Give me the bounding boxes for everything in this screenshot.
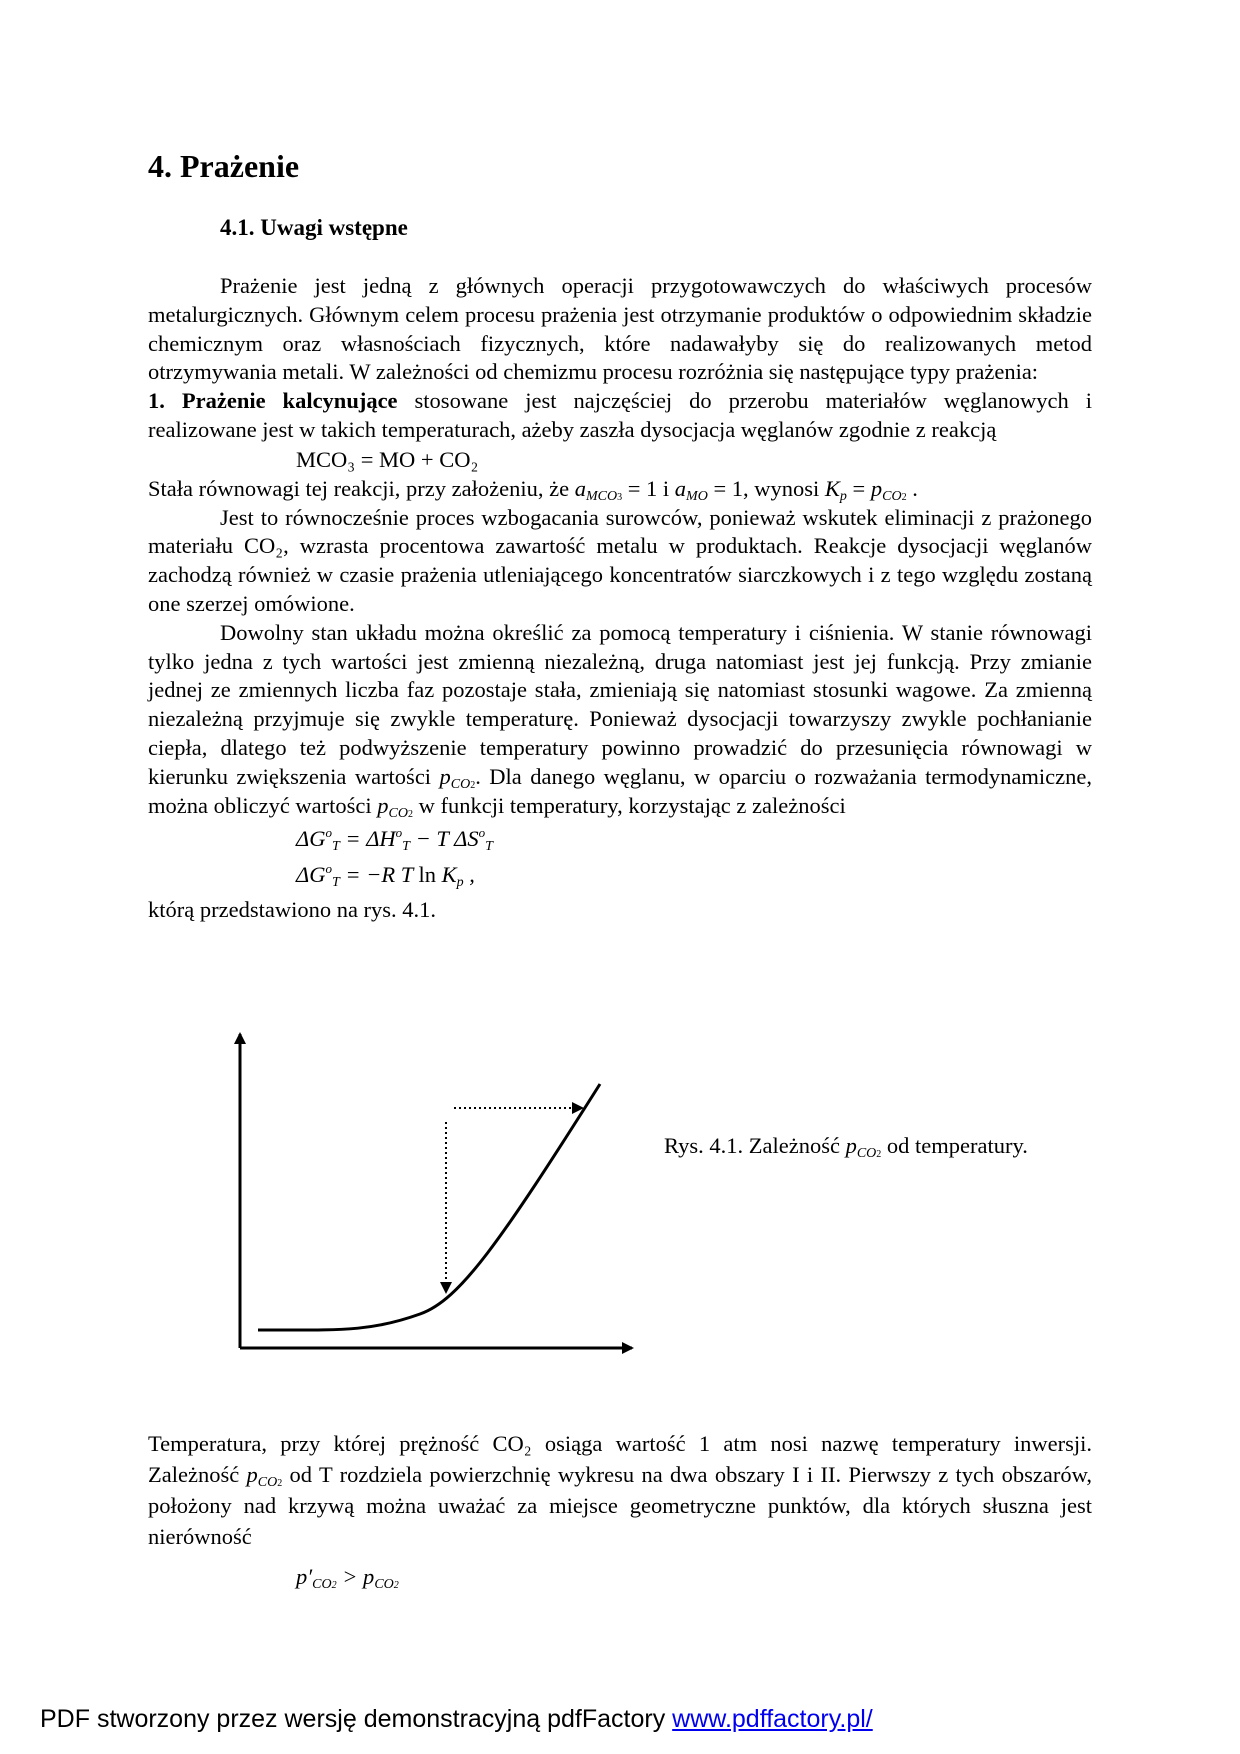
- equilibrium-text-b: i: [657, 475, 675, 501]
- text-block-top: [148, 272, 1092, 925]
- text-block-bottom: [148, 1428, 1092, 1592]
- equilibrium-text-c: , wynosi: [743, 475, 825, 501]
- paragraph-inversion: Temperatura, przy której prężność CO₂ osiąga wartość 1 atm nosi nazwę temperatury inwersji. Zależność $p_{CO2}$ od T rozdziela powierzchnię wykresu na dwa obszary I i II. Pierwszy z tych obszarów, położony nad krzywą można uważać za miejsce geometryczne punktów, dla których słuszna jest nierówność: [148, 1431, 1092, 1549]
- paragraph-state: Dowolny stan układu można określić za pomocą temperatury i ciśnienia. W stanie równowagi tylko jedna z tych wartości jest zmienną niezależną, druga natomiast jest jej funkcją. Przy zmianie jednej ze zmiennych liczba faz pozostaje stała, zmieniają się natomiast stosunki wagowe. Za zmienną niezależną przyjmuje się zwykle temperaturę. Ponieważ dysocjacji towarzyszy zwykle pochłanianie ciepła, dlatego też podwyższenie temperatury powinno prowadzić do przesunięcia równowagi w kierunku zwiększenia wartości $p_{CO2}$. Dla danego węglanu, w oparciu o rozważania termodynamiczne, można obliczyć wartości $p_{CO2}$ w funkcji temperatury, korzystając z zależności: [148, 619, 1092, 821]
- footer-link[interactable]: www.pdffactory.pl/: [672, 1705, 873, 1733]
- state-text-c: w funkcji temperatury, korzystając z zależności: [413, 792, 846, 818]
- paragraph-enrichment: Jest to równocześnie proces wzbogacania surowców, ponieważ wskutek eliminacji z prażonego materiału CO₂, wzrasta procentowa zawartość metalu w produktach. Reakcje dysocjacji węglanów zachodzą również w czasie prażenia utleniającego koncentratów siarczkowych i z tego względu zostaną one szerzej omówione.: [148, 504, 1092, 616]
- kp-formula: $K_p = p_{CO2}$ .: [824, 475, 918, 504]
- paragraph-intro: Prażenie jest jedną z głównych operacji przygotowawczych do właściwych procesów metalurgicznych. Głównym celem procesu prażenia jest otrzymanie produktów o odpowiednim składzie chemicznym oraz własnościach fizycznych, które nadawałyby się do realizowanych metod otrzymywania metali. W zależności od chemizmu procesu rozróżnia się następujące typy prażenia:: [148, 273, 1092, 385]
- section-heading: 4. Prażenie: [148, 148, 300, 184]
- footer-text: PDF stworzony przez wersję demonstracyjną pdfFactory: [40, 1705, 673, 1733]
- reaction-equation: MCO₃ = MO + CO₂: [296, 446, 479, 472]
- activity-mo: $a_{MO} = 1$: [674, 475, 744, 504]
- paragraph-item-1: [148, 387, 1092, 445]
- item-1-label: 1. Prażenie kalcynujące: [148, 388, 398, 414]
- subsection-heading: 4.1. Uwagi wstępne: [220, 215, 408, 240]
- equilibrium-text-a: Stała równowagi tej reakcji, przy założeniu, że: [148, 475, 575, 501]
- caption-text-b: od temperatury.: [881, 1133, 1028, 1158]
- pco2-curve: [258, 1084, 600, 1330]
- inversion-text-a: Temperatura, przy której prężność CO₂ osiąga wartość 1 atm nosi nazwę temperatury inwersji. Zależność: [148, 1431, 1092, 1487]
- figure-caption: Rys. 4.1. Zależność $p_{CO2}$ od temperatury.: [664, 1133, 1028, 1161]
- activity-mco3: $a_{MCO3} = 1$: [574, 475, 658, 504]
- caption-text-a: Rys. 4.1. Zależność: [664, 1133, 846, 1158]
- state-text-b: . Dla danego węglanu, w oparciu o rozważania termodynamiczne, można obliczyć wartości: [148, 763, 1092, 818]
- inversion-text-b: od T rozdziela powierzchnię wykresu na dwa obszary I i II. Pierwszy z tych obszarów, położony nad krzywą można uważać za miejsce geometryczne punktów, dla których słuszna jest nierówność: [148, 1462, 1092, 1549]
- item-1-text: stosowane jest najczęściej do przerobu materiałów węglanowych i realizowane jest w takich temperaturach, ażeby zaszła dysocjacja węglanów zgodnie z reakcją: [148, 388, 1092, 442]
- figure-pco2-temperature: [220, 1022, 640, 1362]
- gibbs-equation-1: $\Delta G^o_T = \Delta H^o_T - T$ $\Delta S^o_T$: [296, 825, 493, 855]
- equilibrium-constant-line: [148, 475, 1092, 504]
- pdf-footer: [40, 1705, 873, 1734]
- state-text-a: Dowolny stan układu można określić za pomocą temperatury i ciśnienia. W stanie równowagi tylko jedna z tych wartości jest zmienną niezależną, druga natomiast jest jej funkcją. Przy zmianie jednej ze zmiennych liczba faz pozostaje stała, zmieniają się natomiast stosunki wagowe. Za zmienną niezależną przyjmuje się zwykle temperaturę. Ponieważ dysocjacji towarzyszy zwykle pochłanianie ciepła, dlatego też podwyższenie temperatury powinno prowadzić do przesunięcia równowagi w kierunku zwiększenia wartości: [148, 619, 1092, 789]
- figure-reference-line: którą przedstawiono na rys. 4.1.: [148, 897, 437, 923]
- inequality: $p'_{CO2} > p_{CO2}$: [296, 1564, 399, 1592]
- gibbs-equation-2: $\Delta G^o_T = -R$ T $\ln K_p$ ,: [296, 861, 475, 891]
